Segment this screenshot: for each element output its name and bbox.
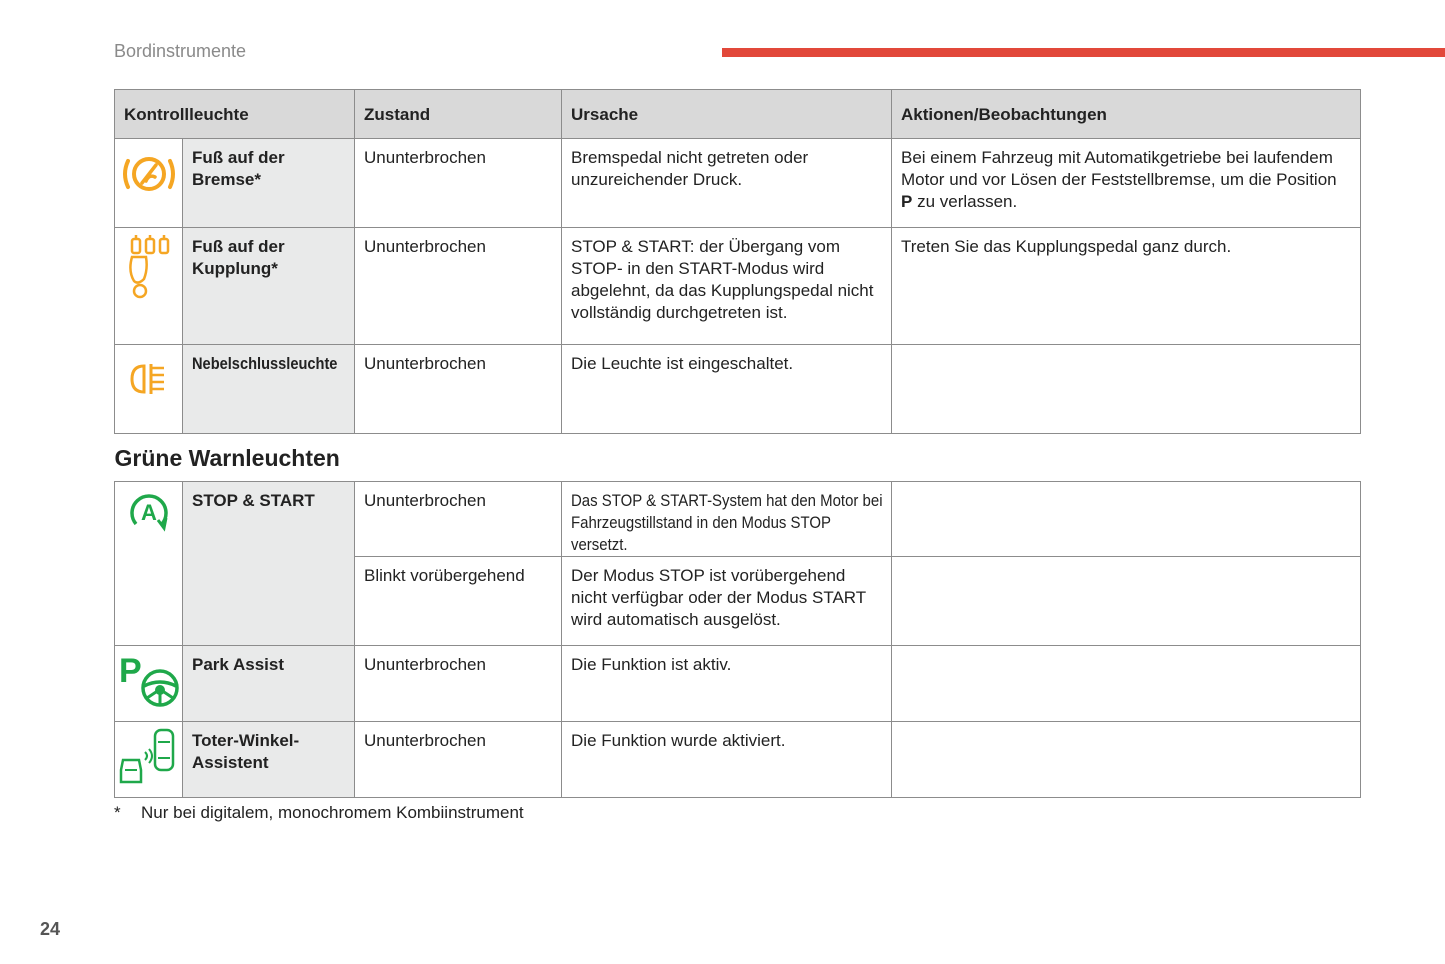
table-row bbox=[115, 482, 1361, 557]
warning-light-name: Park Assist bbox=[183, 646, 355, 722]
stop-start-icon bbox=[115, 482, 183, 646]
page-number: 24 bbox=[40, 919, 61, 939]
table-row bbox=[115, 228, 1361, 345]
section-title: Grüne Warnleuchten bbox=[115, 434, 1361, 482]
action-cell bbox=[892, 139, 1361, 228]
table-row bbox=[115, 722, 1361, 798]
state-cell: Ununterbrochen bbox=[355, 345, 562, 434]
cause-cell: Die Leuchte ist eingeschaltet. bbox=[562, 345, 892, 434]
action-text: Bei einem Fahrzeug mit Automatikgetriebe bei laufendem Motor und vor Lösen der Feststellbremse, um die Position bbox=[901, 148, 1337, 189]
action-cell bbox=[892, 345, 1361, 434]
cause-text: Das STOP & START-System hat den Motor bei Fahrzeugstillstand in den Modus STOP versetzt. bbox=[571, 491, 883, 554]
section-row bbox=[115, 434, 1361, 482]
state-cell: Ununterbrochen bbox=[355, 228, 562, 345]
cause-cell: STOP & START: der Übergang vom STOP- in den START-Modus wird abgelehnt, da das Kupplungspedal nicht vollständig durchgetreten ist. bbox=[562, 228, 892, 345]
footnote-text: Nur bei digitalem, monochromem Kombiinstrument bbox=[141, 803, 524, 822]
warning-light-name bbox=[183, 345, 355, 434]
state-cell: Ununterbrochen bbox=[355, 482, 562, 557]
svg-text:P: P bbox=[118, 652, 142, 690]
action-cell bbox=[892, 557, 1361, 646]
table-row bbox=[115, 345, 1361, 434]
warning-light-name: STOP & START bbox=[183, 482, 355, 646]
cause-cell: Bremspedal nicht getreten oder unzureichender Druck. bbox=[562, 139, 892, 228]
warning-light-name: Fuß auf der Kupplung* bbox=[183, 228, 355, 345]
state-cell: Ununterbrochen bbox=[355, 139, 562, 228]
state-cell: Ununterbrochen bbox=[355, 646, 562, 722]
svg-text:A: A bbox=[140, 500, 157, 525]
footnote-marker: * bbox=[114, 803, 121, 822]
cause-cell: Die Funktion ist aktiv. bbox=[562, 646, 892, 722]
warning-light-name-text: Nebelschlussleuchte bbox=[192, 354, 338, 373]
action-cell bbox=[892, 646, 1361, 722]
cause-cell: Die Funktion wurde aktiviert. bbox=[562, 722, 892, 798]
action-cell bbox=[892, 482, 1361, 557]
warning-lights-table bbox=[114, 89, 1361, 798]
rear-fog-light-icon bbox=[115, 345, 183, 434]
footnote bbox=[114, 803, 524, 823]
column-header-aktionen: Aktionen/Beobachtungen bbox=[892, 90, 1361, 139]
table-row bbox=[115, 646, 1361, 722]
cause-cell bbox=[562, 482, 892, 557]
column-header-ursache: Ursache bbox=[562, 90, 892, 139]
cause-cell: Der Modus STOP ist vorübergehend nicht verfügbar oder der Modus START wird automatisch ausgelöst. bbox=[562, 557, 892, 646]
page-header-title: Bordinstrumente bbox=[114, 41, 247, 61]
table-row bbox=[115, 139, 1361, 228]
column-header-kontrollleuchte: Kontrollleuchte bbox=[115, 90, 355, 139]
action-cell: Treten Sie das Kupplungspedal ganz durch. bbox=[892, 228, 1361, 345]
clutch-pedal-icon bbox=[115, 228, 183, 345]
warning-light-name: Toter-Winkel-Assistent bbox=[183, 722, 355, 798]
state-cell: Blinkt vorübergehend bbox=[355, 557, 562, 646]
park-assist-icon bbox=[115, 646, 183, 722]
warning-light-name: Fuß auf der Bremse* bbox=[183, 139, 355, 228]
blind-spot-icon bbox=[115, 722, 183, 798]
action-bold-text: P bbox=[901, 192, 913, 211]
state-cell: Ununterbrochen bbox=[355, 722, 562, 798]
action-text-end: zu verlassen. bbox=[912, 192, 1018, 211]
brake-pedal-icon bbox=[115, 139, 183, 228]
action-cell bbox=[892, 722, 1361, 798]
header-accent-bar bbox=[722, 48, 1445, 57]
table-header-row bbox=[115, 90, 1361, 139]
column-header-zustand: Zustand bbox=[355, 90, 562, 139]
